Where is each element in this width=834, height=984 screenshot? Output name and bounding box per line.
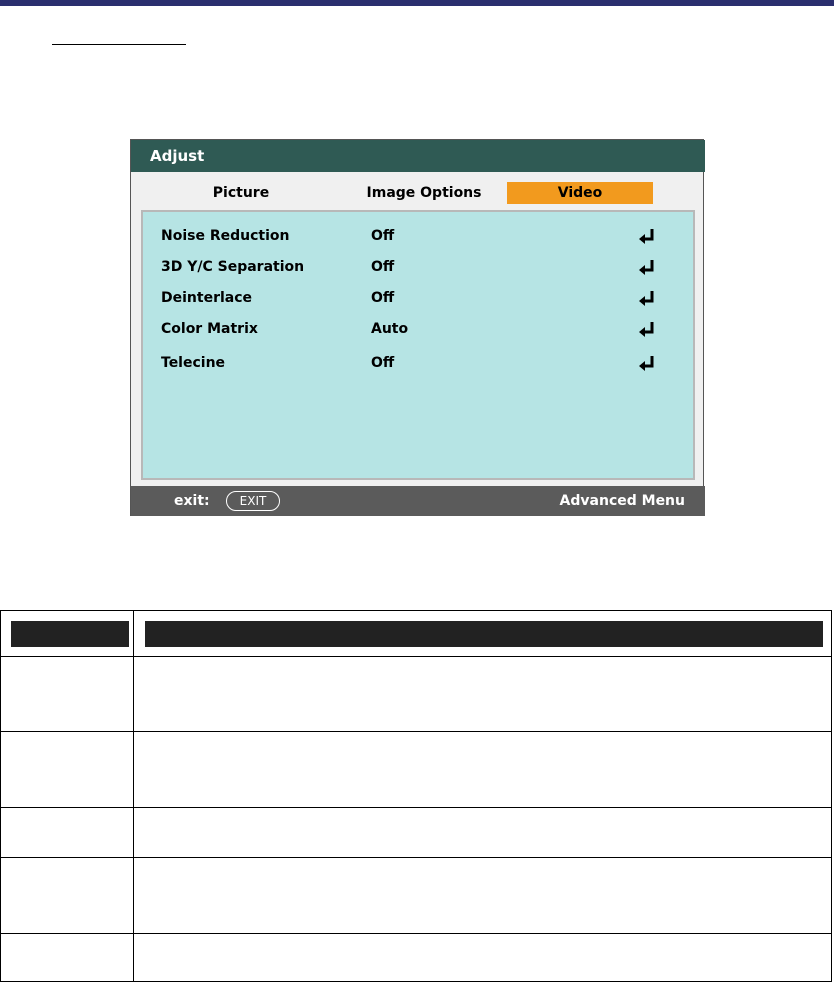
setting-value: Auto <box>371 321 409 337</box>
row-divider <box>1 807 831 808</box>
exit-label: exit: <box>174 493 210 509</box>
enter-icon[interactable] <box>637 257 657 277</box>
table-header-description <box>145 621 823 647</box>
page-top-bar <box>0 0 834 6</box>
setting-row-telecine[interactable] <box>161 351 681 375</box>
enter-icon[interactable] <box>637 226 657 246</box>
setting-label: 3D Y/C Separation <box>161 259 305 275</box>
setting-row-deinterlace[interactable] <box>161 286 681 310</box>
column-divider <box>133 611 134 981</box>
setting-row-color-matrix[interactable] <box>161 317 681 341</box>
video-settings-panel <box>141 210 695 480</box>
setting-value: Off <box>371 290 395 306</box>
adjust-osd-menu <box>130 139 704 516</box>
heading-underline <box>52 44 186 45</box>
exit-button[interactable]: EXIT <box>226 491 280 511</box>
osd-title: Adjust <box>131 140 705 172</box>
enter-icon[interactable] <box>637 353 657 373</box>
row-divider <box>1 731 831 732</box>
setting-label: Color Matrix <box>161 321 258 337</box>
setting-value: Off <box>371 228 395 244</box>
setting-value: Off <box>371 355 395 371</box>
advanced-menu-label: Advanced Menu <box>559 493 685 509</box>
enter-icon[interactable] <box>637 288 657 308</box>
osd-footer <box>131 486 705 516</box>
table-header-item <box>11 621 129 647</box>
setting-row-3d-yc-separation[interactable] <box>161 255 681 279</box>
setting-row-noise-reduction[interactable] <box>161 224 681 248</box>
setting-label: Telecine <box>161 355 226 371</box>
row-divider <box>1 857 831 858</box>
tab-picture[interactable]: Picture <box>212 185 270 201</box>
row-divider <box>1 656 831 657</box>
tab-image-options[interactable]: Image Options <box>366 185 482 201</box>
setting-label: Noise Reduction <box>161 228 290 244</box>
description-table <box>0 610 832 982</box>
setting-label: Deinterlace <box>161 290 253 306</box>
tab-video[interactable]: Video <box>507 182 653 204</box>
row-divider <box>1 933 831 934</box>
enter-icon[interactable] <box>637 319 657 339</box>
setting-value: Off <box>371 259 395 275</box>
